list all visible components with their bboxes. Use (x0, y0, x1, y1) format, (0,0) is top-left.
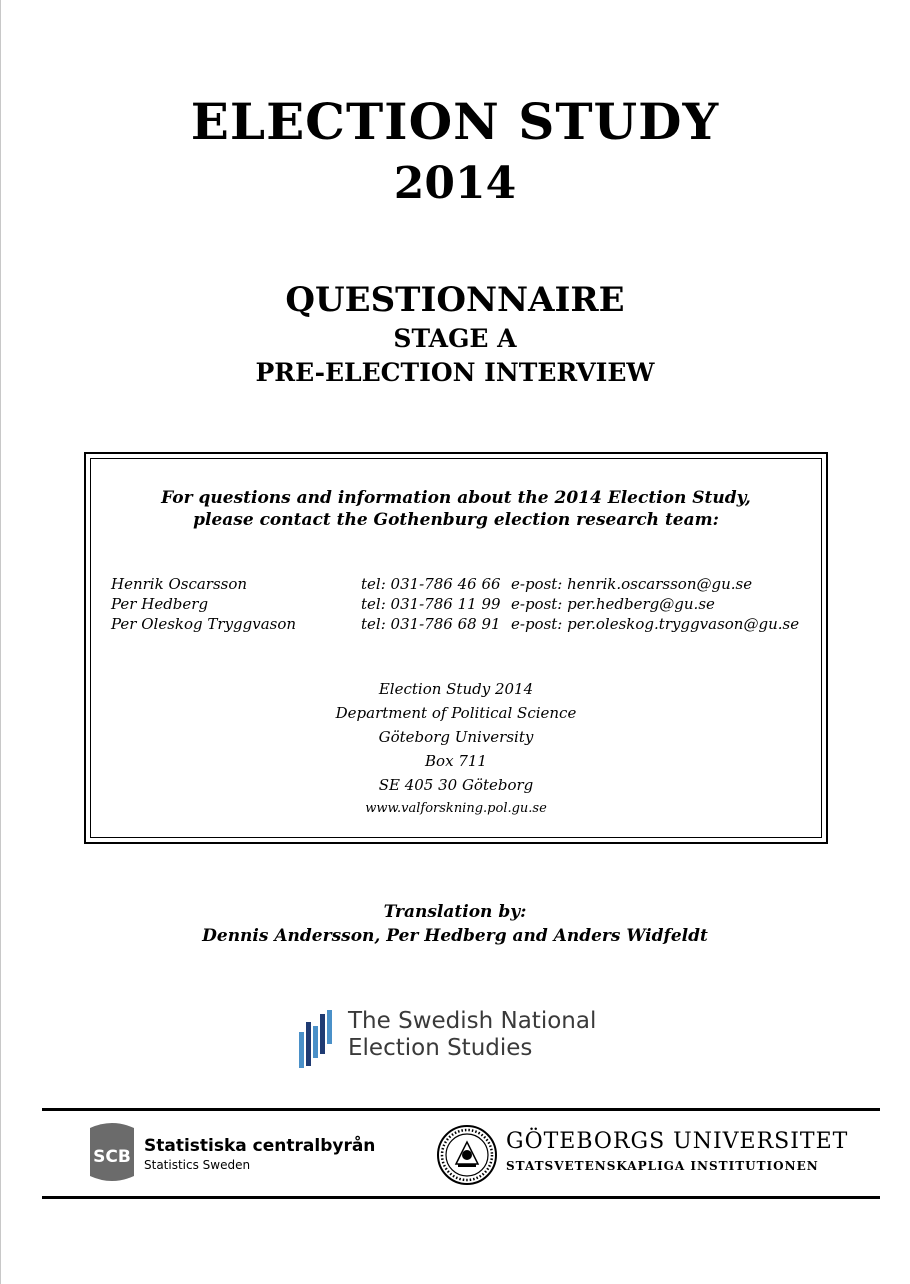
contact-phone: tel: 031-786 68 91 (361, 615, 501, 633)
postal-address (91, 677, 821, 821)
snes-wordmark (348, 1008, 596, 1062)
contact-email: e-post: per.oleskog.tryggvason@gu.se (511, 615, 800, 633)
address-line: SE 405 30 Göteborg (378, 776, 534, 794)
page-title: ELECTION STUDY (190, 92, 720, 151)
contact-phone: tel: 031-786 11 99 (361, 595, 501, 613)
contact-intro-line-2: please contact the Gothenburg election research team: (193, 510, 719, 530)
contact-name: Per Oleskog Tryggvason (111, 615, 297, 633)
footer-rule-top (42, 1108, 880, 1111)
address-line: Göteborg University (378, 728, 534, 746)
contact-phone: tel: 031-786 46 66 (361, 575, 501, 593)
scb-emblem-text: SCB (93, 1147, 131, 1167)
footer-rule-bottom (42, 1196, 880, 1199)
university-seal-icon (436, 1124, 498, 1186)
contact-list (111, 574, 811, 634)
contact-email: e-post: per.hedberg@gu.se (511, 595, 715, 613)
contact-box (84, 452, 828, 844)
address-line: Election Study 2014 (378, 680, 534, 698)
snes-logo (298, 1006, 600, 1072)
snes-bars-icon (298, 1006, 342, 1072)
snes-line-2: Election Studies (348, 1035, 533, 1061)
scb-logo (86, 1120, 138, 1186)
contact-name: Per Hedberg (111, 595, 209, 613)
contact-row (111, 614, 811, 634)
gu-department: STATSVETENSKAPLIGA INSTITUTIONEN (506, 1159, 819, 1173)
page-year: 2014 (393, 158, 517, 209)
stage-heading: STAGE A (393, 324, 517, 353)
website-link: www.valforskning.pol.gu.se (365, 801, 547, 816)
contact-intro (91, 487, 821, 531)
scb-emblem-icon (86, 1120, 138, 1186)
contact-box-inner (90, 458, 822, 838)
gu-seal (436, 1124, 498, 1186)
interview-heading: PRE-ELECTION INTERVIEW (255, 358, 655, 387)
contact-email: e-post: henrik.oscarsson@gu.se (511, 575, 753, 593)
contact-name: Henrik Oscarsson (111, 575, 248, 593)
translation-label: Translation by: (383, 902, 527, 922)
translator-names: Dennis Andersson, Per Hedberg and Anders Widfeldt (202, 926, 708, 946)
gu-name: GÖTEBORGS UNIVERSITET (506, 1129, 849, 1154)
contact-intro-line-1: For questions and information about the 2014 Election Study, (161, 488, 751, 508)
scb-name: Statistiska centralbyrån (144, 1136, 376, 1156)
contact-row (111, 574, 811, 594)
address-line: Department of Political Science (335, 704, 577, 722)
questionnaire-heading: QUESTIONNAIRE (285, 280, 625, 320)
scb-subtitle: Statistics Sweden (144, 1158, 251, 1172)
address-line: Box 711 (425, 752, 487, 770)
contact-row (111, 594, 811, 614)
translation-credit (0, 900, 910, 948)
snes-line-1: The Swedish National (348, 1008, 597, 1034)
